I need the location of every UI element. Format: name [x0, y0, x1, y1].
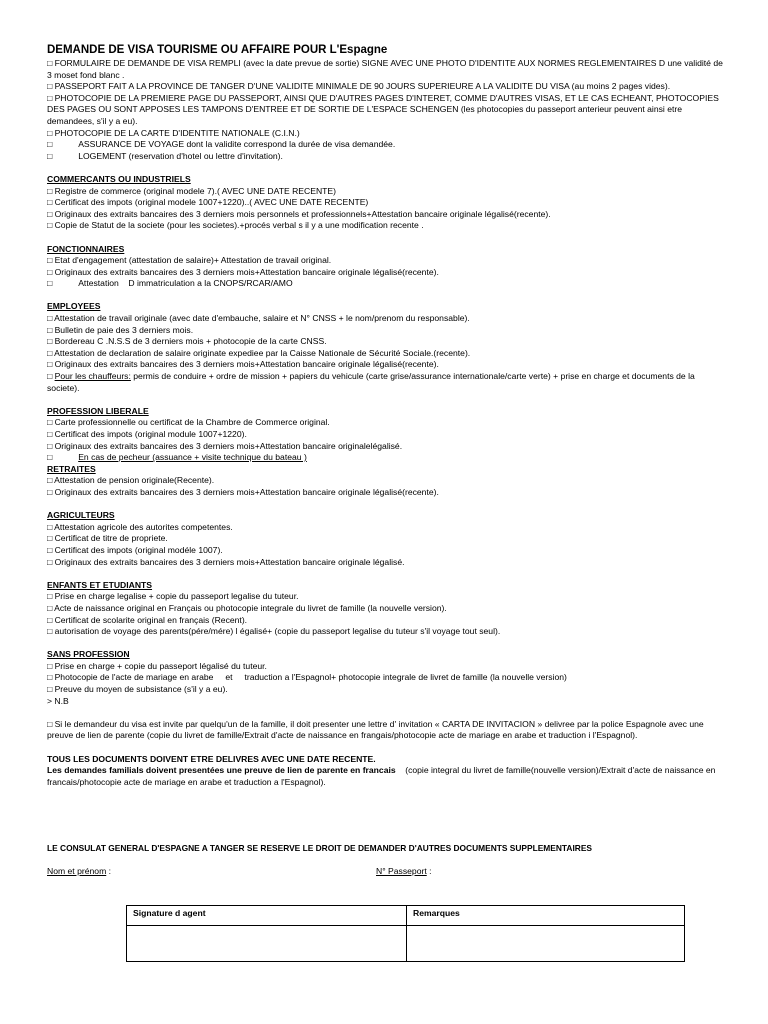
requirements-list	[47, 58, 727, 788]
requirement-item: □ Preuve du moyen de subsistance (s'il y a eu).	[47, 684, 228, 695]
requirement-item	[47, 452, 727, 464]
recent-date-note: TOUS LES DOCUMENTS DOIVENT ETRE DELIVRES AVEC UNE DATE RECENTE.	[47, 753, 376, 764]
requirement-item	[47, 139, 727, 151]
requirement-item: □ Originaux des extraits bancaires des 3 derniers mois personnels et professionnels+Attestation bancaire originale légalisé(recente).	[47, 208, 551, 219]
requirement-item: □ Bulletin de paie des 3 derniers mois.	[47, 324, 194, 335]
requirement-item: □ Copie de Statut de la societe (pour les societes).+procés verbal s il y a une modification recente .	[47, 220, 424, 231]
requirement-item: □ Photocopie de l'acte de mariage en arabe et traduction a l'Espagnol+ photocopie integrale de livret de famille (la nouvelle version)	[47, 672, 567, 683]
document-title: DEMANDE DE VISA TOURISME OU AFFAIRE POUR L'Espagne	[47, 44, 388, 56]
requirement-item: □ PHOTOCOPIE DE LA CARTE D'IDENTITE NATIONALE (C.I.N.)	[47, 127, 300, 138]
requirement-item: □ Registre de commerce (original modele 7).( AVEC UNE DATE RECENTE)	[47, 185, 337, 196]
requirement-text: permis de conduire + ordre de mission + papiers du vehicule (carte grise/assurance internationale/carte verte) + prise en charge et documents de la societe).	[47, 371, 695, 393]
passport-label: N° Passeport	[376, 866, 427, 876]
requirement-text: En cas de pecheur (assuance + visite technique du bateau )	[78, 452, 307, 463]
requirement-item: □ Certificat des impots (original modele 1007+1220)..( AVEC UNE DATE RECENTE)	[47, 197, 369, 208]
passport-colon: :	[426, 866, 432, 876]
requirement-item: □ Certificat de scolarite original en français (Recent).	[47, 614, 248, 625]
requirement-item: □ Carte professionnelle ou certificat de la Chambre de Commerce original.	[47, 417, 330, 428]
checkbox-glyph: □	[47, 139, 53, 150]
requirement-item-chauffeurs	[47, 371, 727, 394]
family-proof-note	[47, 765, 727, 788]
requirement-item: □ Originaux des extraits bancaires des 3 derniers mois+Attestation bancaire originale légalisé(recente).	[47, 486, 439, 497]
consulate-reservation-note: LE CONSULAT GENERAL D'ESPAGNE A TANGER SE RESERVE LE DROIT DE DEMANDER D'AUTRES DOCUMENTS SUPPLEMENTAIRES	[47, 843, 592, 853]
requirement-item: □ PASSEPORT FAIT A LA PROVINCE DE TANGER D'UNE VALIDITE MINIMALE DE 90 JOURS SUPERIEURE A LA VALIDITE DU VISA (au moins 2 pages vides).	[47, 81, 671, 92]
requirement-item: □ Attestation agricole des autorites competentes.	[47, 521, 233, 532]
name-field	[47, 866, 111, 876]
requirement-item: □ Originaux des extraits bancaires des 3 derniers mois+Attestation bancaire originale légalisé(recente).	[47, 266, 439, 277]
requirement-text: LOGEMENT (reservation d'hotel ou lettre d'invitation).	[78, 150, 283, 161]
section-heading-retraites: RETRAITES	[47, 463, 96, 474]
section-heading-employees: EMPLOYEES	[47, 301, 101, 312]
section-heading-fonctionnaires: FONCTIONNAIRES	[47, 243, 125, 254]
family-proof-bold: Les demandes familials doivent presentées une preuve de lien de parente en francais	[47, 765, 396, 776]
section-heading-commercants: COMMERCANTS OU INDUSTRIELS	[47, 173, 191, 184]
requirement-item: □ PHOTOCOPIE DE LA PREMIERE PAGE DU PASSEPORT, AINSI QUE D'AUTRES PAGES D'INTERET, COMME D'AUTRES VISAS, ET LE CAS ECHEANT, PHOTOCOPIES DES PAGES OU SONT APPOSES LES TAMPONS D'ENTREE ET DE SORTIE DE L'ESPACE SCHENGEN (les photocopies du passeport anterieur peuvent ainsi etre demandees, s'il y a eu).	[47, 92, 719, 126]
remarques-header: Remarques	[407, 906, 685, 926]
family-proof-detail: (copie integral du livret de famille(nouvelle version)/Extrait d'acte de naissance en francais/photocopie acte de mariage en arabe et traduction a l'Espagnol).	[47, 765, 718, 787]
requirement-item: □ Originaux des extraits bancaires des 3 derniers mois+Attestation bancaire originale légalisé(recente).	[47, 359, 439, 370]
section-heading-sans-profession: SANS PROFESSION	[47, 649, 130, 660]
signature-table	[126, 905, 685, 962]
requirement-item: □ Attestation de declaration de salaire originate expediee par la Caisse Nationale de Sécurité Sociale.(recente).	[47, 347, 471, 358]
requirement-item: □ Certificat de titre de propriete.	[47, 533, 168, 544]
requirement-item: □ Bordereau C .N.S.S de 3 derniers mois + photocopie de la carte CNSS.	[47, 336, 327, 347]
requirement-item: □ Certificat des impots (original modéle 1007).	[47, 544, 223, 555]
nb-marker: > N.B	[47, 695, 69, 706]
name-label: Nom et prénom	[47, 866, 107, 876]
remarques-cell[interactable]	[407, 926, 685, 962]
checkbox-glyph: □	[47, 452, 53, 463]
requirement-text: ASSURANCE DE VOYAGE dont la validite correspond la durée de visa demandée.	[78, 139, 396, 150]
requirement-item: □ autorisation de voyage des parents(pére/mére) l égalisé+ (copie du passeport legalise du tuteur s'il voyage tout seul).	[47, 626, 501, 637]
requirement-item: □ Originaux des extraits bancaires des 3 derniers mois+Attestation bancaire originale légalisé.	[47, 556, 405, 567]
checkbox-glyph: □	[47, 371, 53, 382]
invitation-note: □ Si le demandeur du visa est invite par quelqu'un de la famille, il doit presenter une lettre d' invitation « CARTA DE INVITACION » delivree par la police Espagnole avec une preuve de lien de parente (copie du livret de famille/Extrait d'acte de naissance en frangais/photocopie acte de mariage en arabe et traduction i l'Espagnol).	[47, 718, 704, 741]
checkbox-glyph: □	[47, 150, 53, 161]
requirement-text: Attestation D immatriculation a la CNOPS/RCAR/AMO	[78, 278, 293, 289]
checkbox-glyph: □	[47, 278, 53, 289]
requirement-item: □ Prise en charge legalise + copie du passeport legalise du tuteur.	[47, 591, 299, 602]
requirement-item: □ Acte de naissance original en Français ou photocopie integrale du livret de famille (la nouvelle version).	[47, 602, 447, 613]
requirement-item: □ FORMULAIRE DE DEMANDE DE VISA REMPLI (avec la date prevue de sortie) SIGNE AVEC UNE PHOTO D'IDENTITE AUX NORMES REGLEMENTAIRES D une validité de 3 moset fond blanc .	[47, 58, 723, 80]
requirement-item: □ Attestation de pension originale(Recente).	[47, 475, 215, 486]
requirement-item: □ Attestation de travail originale (avec date d'embauche, salaire et N° CNSS + le nom/prenom du responsable).	[47, 313, 470, 324]
requirement-item: □ Prise en charge + copie du passeport légalisé du tuteur.	[47, 660, 267, 671]
chauffeurs-label: Pour les chauffeurs:	[54, 371, 131, 382]
section-heading-enfants: ENFANTS ET ETUDIANTS	[47, 579, 153, 590]
section-heading-agriculteurs: AGRICULTEURS	[47, 510, 115, 521]
requirement-item: □ Etat d'engagement (attestation de salaire)+ Attestation de travail original.	[47, 255, 332, 266]
signature-agent-cell[interactable]	[127, 926, 407, 962]
requirement-item: □ Certificat des impots (original module 1007+1220).	[47, 429, 247, 439]
requirement-item: □ Originaux des extraits bancaires des 3 derniers mois+Attestation bancaire originalelégalisé.	[47, 440, 403, 451]
requirement-item	[47, 278, 727, 290]
requirement-item	[47, 151, 727, 163]
passport-field	[376, 866, 432, 876]
signature-agent-header: Signature d agent	[127, 906, 407, 926]
name-colon: :	[106, 866, 112, 876]
section-heading-liberale: PROFESSION LIBERALE	[47, 405, 149, 416]
